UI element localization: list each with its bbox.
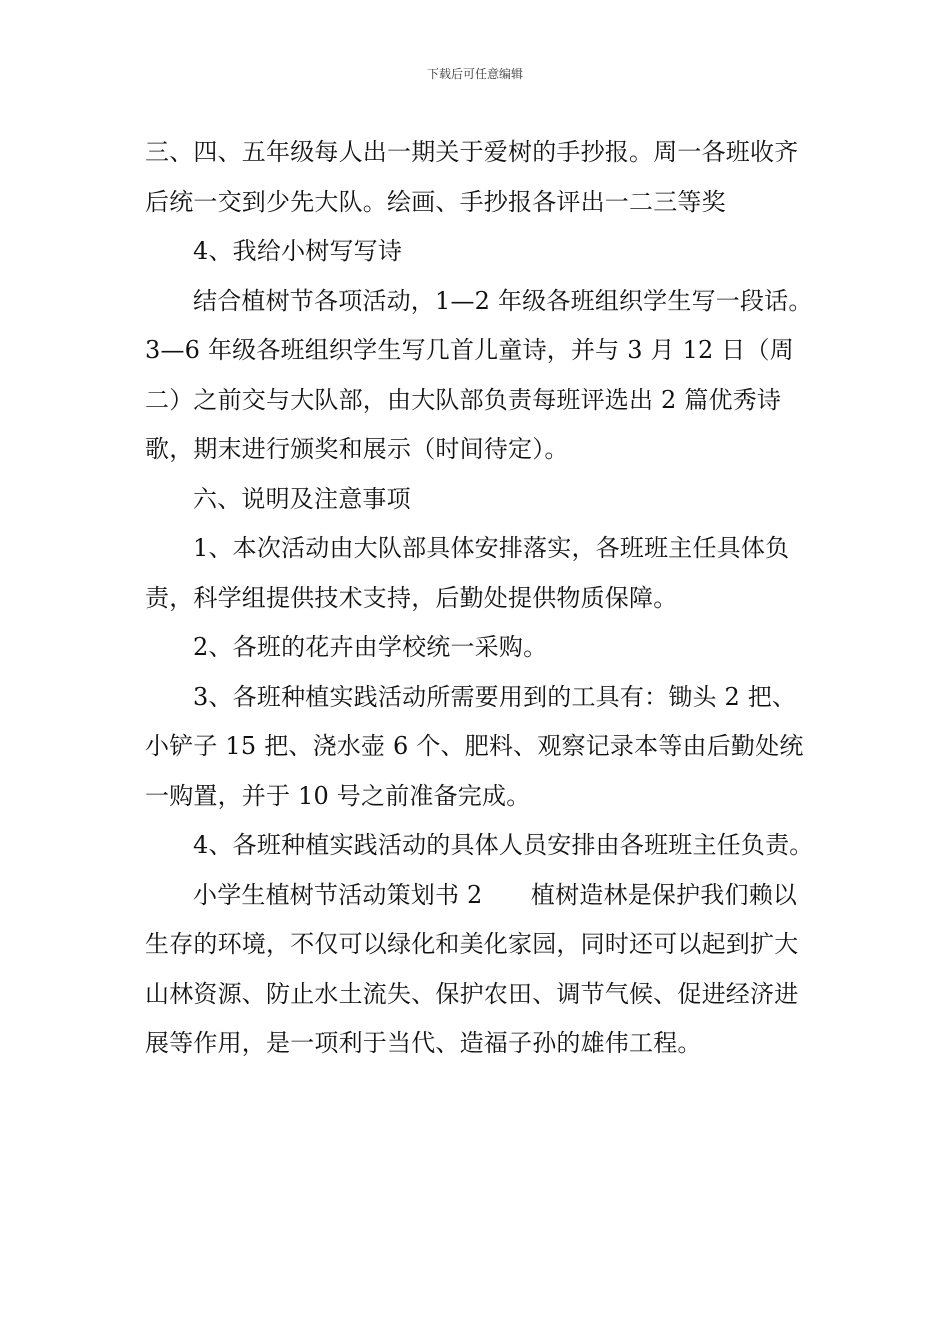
paragraph-3: 结合植树节各项活动，1—2 年级各班组织学生写一段话。3—6 年级各班组织学生写几首儿童诗，并与 3 月 12 日（周二）之前交与大队部，由大队部负责每班评选出 2 篇优秀诗歌，期末进行颁奖和展示（时间待定）。 bbox=[145, 286, 813, 463]
paragraph-6: 2、各班的花卉由学校统一采购。 bbox=[193, 633, 548, 661]
paragraph-7: 3、各班种植实践活动所需要用到的工具有：锄头 2 把、小铲子 15 把、浇水壶 6 个、肥料、观察记录本等由后勤处统一购置，并于 10 号之前准备完成。 bbox=[145, 682, 804, 810]
paragraph-9: 小学生植树节活动策划书 2 植树造林是保护我们赖以生存的环境，不仅可以绿化和美化家园，同时还可以起到扩大山林资源、防止水土流失、保护农田、调节气候、促进经济进展等作用，是一项利于当代、造福子孙的雄伟工程。 bbox=[145, 880, 799, 1057]
paragraph-8: 4、各班种植实践活动的具体人员安排由各班班主任负责。 bbox=[193, 831, 814, 859]
paragraph-1: 三、四、五年级每人出一期关于爱树的手抄报。周一各班收齐后统一交到少先大队。绘画、手抄报各评出一二三等奖 bbox=[145, 138, 799, 216]
page-header: 下载后可任意编辑 bbox=[426, 67, 523, 81]
document-body bbox=[145, 128, 820, 1069]
paragraph-4: 六、说明及注意事项 bbox=[193, 484, 411, 513]
paragraph-5: 1、本次活动由大队部具体安排落实，各班班主任具体负责，科学组提供技术支持，后勤处提供物质保障。 bbox=[145, 534, 790, 612]
paragraph-2: 4、我给小树写写诗 bbox=[193, 237, 403, 265]
